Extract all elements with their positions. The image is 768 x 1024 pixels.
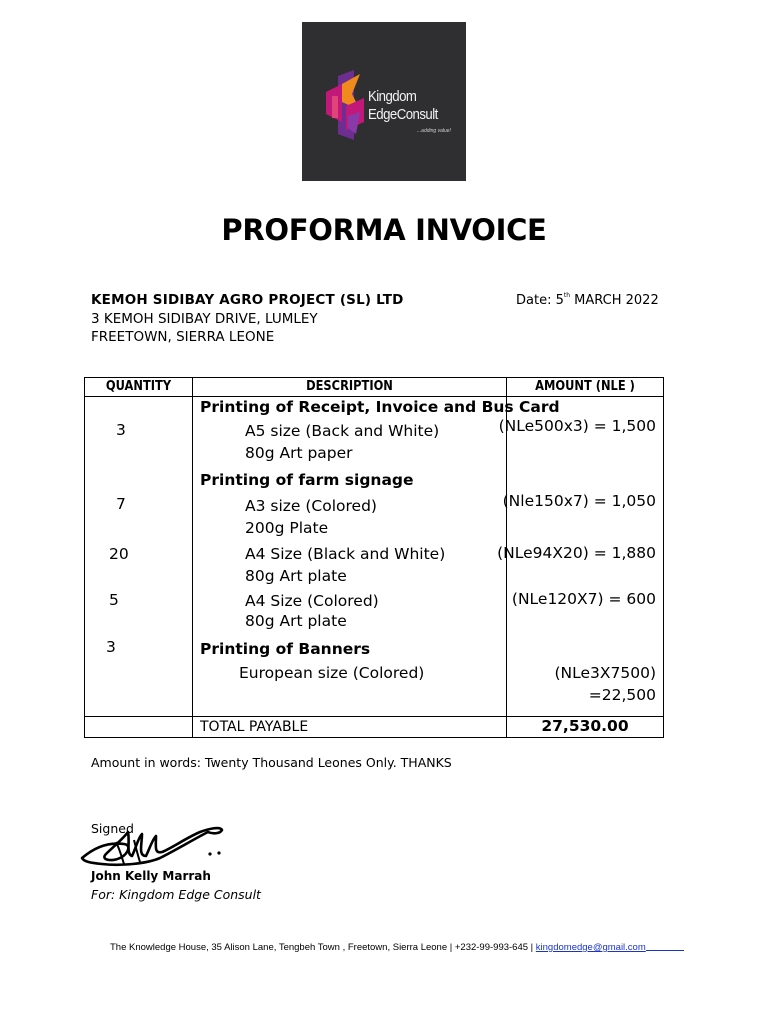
section-heading: Printing of Receipt, Invoice and Bus Card: [200, 398, 560, 416]
item-amount: (NLe500x3) = 1,500: [498, 417, 656, 435]
item-quantity: 5: [109, 591, 119, 609]
amount-in-words: Amount in words: Twenty Thousand Leones Only. THANKS: [91, 755, 452, 770]
item-amount: (Nle150x7) = 1,050: [502, 492, 656, 510]
item-description-detail: 80g Art plate: [245, 612, 347, 630]
item-description-detail: 200g Plate: [245, 519, 329, 537]
footer-underline: [646, 941, 684, 951]
item-quantity: 7: [116, 495, 126, 513]
section-heading: Printing of Banners: [200, 640, 371, 658]
logo-name-line1: Kingdom: [368, 88, 417, 105]
column-divider: [192, 378, 193, 737]
client-address-line1: 3 KEMOH SIDIBAY DRIVE, LUMLEY: [91, 310, 318, 327]
date-rest: MARCH 2022: [570, 293, 659, 308]
total-value: 27,530.00: [541, 717, 629, 735]
header-quantity: QUANTITY: [105, 379, 172, 394]
client-address-line2: FREETOWN, SIERRA LEONE: [91, 329, 275, 345]
item-amount: (NLe120X7) = 600: [511, 590, 656, 608]
item-description-detail: 80g Art plate: [245, 567, 347, 585]
item-description: A4 Size (Black and White): [245, 545, 446, 563]
invoice-table: [84, 377, 664, 738]
date-prefix: Date: 5: [516, 293, 564, 308]
signer-company: For: Kingdom Edge Consult: [91, 887, 261, 902]
item-description-detail: 80g Art paper: [245, 444, 353, 462]
item-description: A3 size (Colored): [245, 497, 377, 515]
item-description: A4 Size (Colored): [245, 592, 379, 610]
item-quantity: 3: [106, 638, 116, 656]
page-title: PROFORMA INVOICE: [221, 213, 547, 247]
item-amount-result: =22,500: [588, 686, 656, 704]
header-divider: [85, 396, 663, 397]
invoice-date: [516, 292, 659, 308]
logo-tagline: ...adding value!: [417, 128, 451, 134]
item-amount: (NLe3X7500): [554, 664, 656, 682]
item-amount: (NLe94X20) = 1,880: [497, 544, 656, 562]
company-logo: [302, 22, 466, 181]
signature-icon: [76, 820, 226, 875]
date-suffix: th: [563, 292, 571, 299]
total-label: TOTAL PAYABLE: [200, 719, 309, 735]
footer: [110, 941, 684, 953]
client-name: KEMOH SIDIBAY AGRO PROJECT (SL) LTD: [91, 292, 404, 308]
logo-name-line2: EdgeConsult: [368, 106, 438, 123]
item-quantity: 3: [116, 421, 126, 439]
item-description: European size (Colored): [239, 664, 425, 682]
footer-address: The Knowledge House, 35 Alison Lane, Tengbeh Town , Freetown, Sierra Leone | +232-99-993-645 |: [110, 942, 536, 953]
item-description: A5 size (Back and White): [245, 422, 440, 440]
header-amount: AMOUNT (NLE ): [535, 379, 635, 394]
footer-email-link[interactable]: kingdomedge@gmail.com: [535, 942, 646, 953]
signer-name: John Kelly Marrah: [91, 869, 211, 883]
item-quantity: 20: [109, 545, 129, 563]
logo-text: [368, 88, 438, 124]
header-description: DESCRIPTION: [306, 379, 393, 394]
section-heading: Printing of farm signage: [200, 471, 414, 489]
signed-label: Signed: [91, 821, 134, 836]
client-block: [91, 291, 404, 347]
